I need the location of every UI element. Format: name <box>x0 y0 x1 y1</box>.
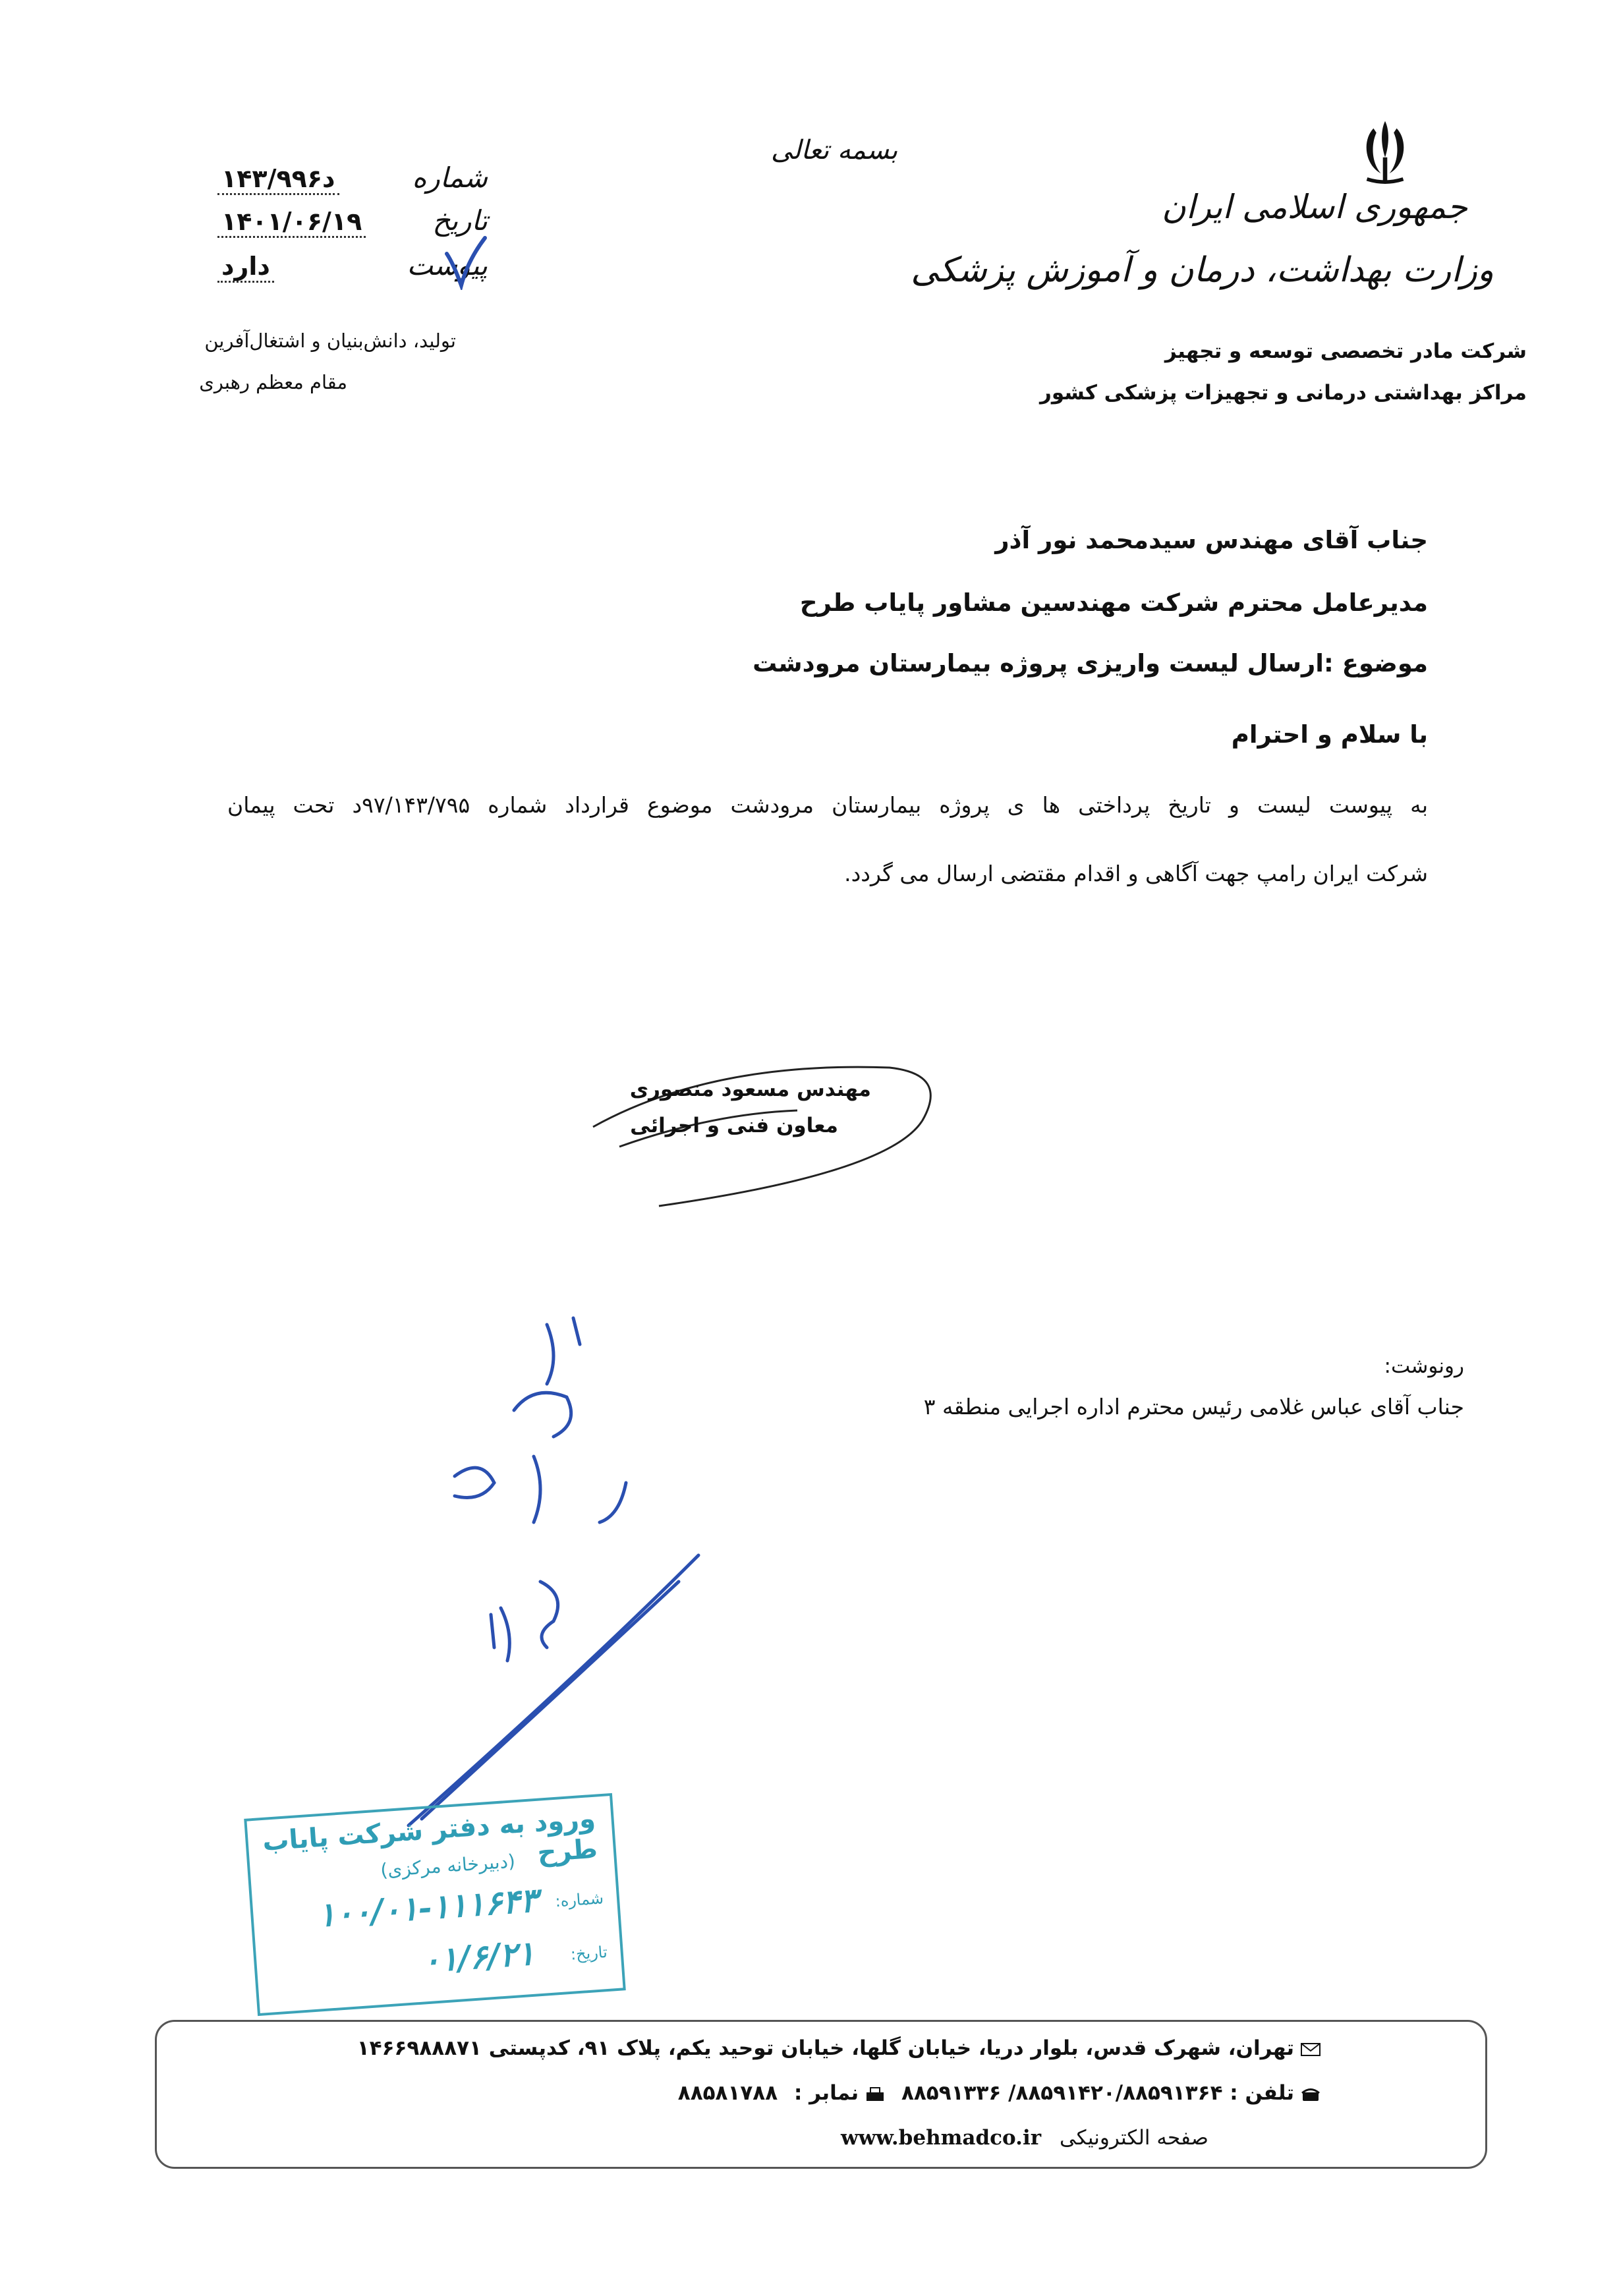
footer-website-label: صفحه الکترونیکی <box>1059 2126 1208 2150</box>
cc-heading: رونوشت: <box>1384 1354 1464 1378</box>
stamp-date-label: تاریخ: <box>569 1942 608 1964</box>
letter-date-label: تاریخ <box>432 204 488 237</box>
footer-phone: تلفن : ۸۸۵۹۱۴۲۰/۸۸۵۹۱۳۶۴/ ۸۸۵۹۱۳۳۶ <box>901 2081 1294 2105</box>
letter-number-label: شماره <box>412 161 488 194</box>
fax-icon <box>865 2087 885 2102</box>
letter-number-row <box>217 161 488 201</box>
attachment-label: پیوست <box>407 249 488 281</box>
stamp-title: ورود به دفتر شرکت پایاب طرح <box>261 1803 599 1868</box>
stamp-date-value: ۰۱/۶/۲۱ <box>421 1933 536 1980</box>
ministry-name: وزارت بهداشت، درمان و آموزش پزشکی <box>911 250 1494 290</box>
addressee-name: جناب آقای مهندس سیدمحمد نور آذر <box>995 526 1428 554</box>
addressee-title: مدیرعامل محترم شرکت مهندسین مشاور پایاب طرح <box>799 588 1428 617</box>
footer-address: تهران، شهرک قدس، بلوار دریا، خیابان گلها، خیابان توحید یکم، پلاک ۹۱، کدپستی ۱۴۶۶۹۸۸۸۷۱ <box>356 2036 1294 2060</box>
handwritten-note <box>382 1305 725 1845</box>
footer-website-line <box>841 2126 1208 2150</box>
footer-phone-line <box>678 2081 1321 2105</box>
letter-date-value: ۱۴۰۱/۰۶/۱۹ <box>217 207 366 238</box>
stamp-number-value: ۱۰۰/۰۱-۱۱۱۶۴۳ <box>316 1880 539 1935</box>
attachment-value: دارد <box>217 252 274 283</box>
signatory-name: مهندس مسعود منصوری <box>629 1077 871 1101</box>
footer-website-url[interactable]: www.behmadco.ir <box>840 2126 1042 2150</box>
company-name-line1: شرکت مادر تخصصی توسعه و تجهیز <box>1164 339 1527 363</box>
footer-fax-value: ۸۸۵۸۱۷۸۸ <box>677 2081 778 2105</box>
checkmark-icon <box>441 234 488 290</box>
body-line-2: شرکت ایران رامپ جهت آگاهی و اقدام مقتضی ارسال می گردد. <box>844 861 1428 886</box>
letter-subject: موضوع :ارسال لیست واریزی پروژه بیمارستان مرودشت <box>753 649 1428 677</box>
bismillah: بسمه تعالی <box>771 135 898 165</box>
footer-address-line <box>357 2036 1321 2060</box>
phone-icon <box>1301 2087 1321 2102</box>
cc-recipient: جناب آقای عباس غلامی رئیس محترم اداره اجرایی منطقه ۳ <box>923 1394 1464 1420</box>
receipt-stamp <box>244 1793 626 2016</box>
slogan-text: تولید، دانش‌بنیان و اشتغال‌آفرین <box>204 330 456 352</box>
iran-emblem-icon <box>1349 115 1421 188</box>
government-name: جمهوری اسلامی ایران <box>1162 188 1467 226</box>
envelope-icon <box>1301 2042 1321 2057</box>
greeting: با سلام و احترام <box>1231 720 1428 749</box>
stamp-subtitle: (دبیرخانه مرکزی) <box>380 1850 516 1881</box>
slogan-attribution: مقام معظم رهبری <box>199 371 347 393</box>
stamp-number-label: شماره: <box>554 1889 604 1911</box>
signatory-title: معاون فنی و اجرائی <box>630 1114 838 1137</box>
footer-box <box>155 2020 1487 2169</box>
letter-number-value: ۱۴۳/۹۹۶د <box>217 164 339 195</box>
footer-fax-label: نمابر : <box>793 2081 859 2105</box>
company-name-line2: مراکز بهداشتی درمانی و تجهیزات پزشکی کشور <box>1040 381 1527 405</box>
body-line-1: به پیوست لیست و تاریخ پرداختی ها ی پروژه بیمارستان مرودشت موضوع قرارداد شماره ۹۷/۱۴۳/۷۹۵د تحت پیمان <box>227 792 1429 818</box>
